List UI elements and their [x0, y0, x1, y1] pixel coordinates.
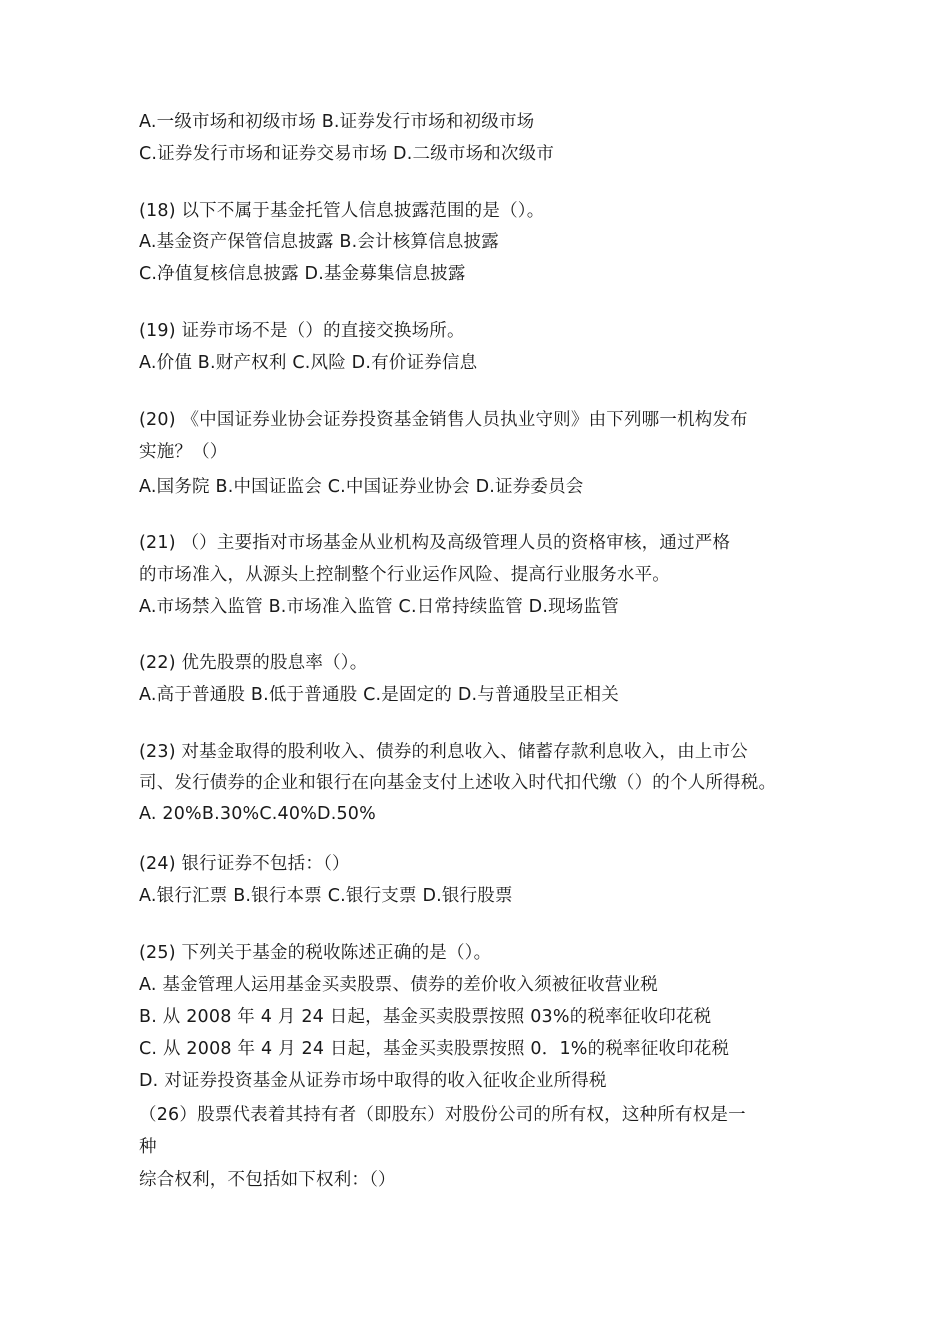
q19-question: (19) 证券市场不是（）的直接交换场所。 — [139, 321, 465, 341]
q22-options: A.高于普通股 B.低于普通股 C.是固定的 D.与普通股呈正相关 — [139, 685, 619, 705]
q23-question-line1: (23) 对基金取得的股利收入、债券的利息收入、储蓄存款利息收入，由上市公 — [139, 742, 748, 762]
q21-question-line1: (21) （）主要指对市场基金从业机构及高级管理人员的资格审核，通过严格 — [139, 533, 731, 553]
q18-options-ab: A.基金资产保管信息披露 B.会计核算信息披露 — [139, 232, 499, 252]
q25-question: (25) 下列关于基金的税收陈述正确的是（）。 — [139, 943, 492, 963]
q23-options: A. 20%B.30%C.40%D.50% — [139, 804, 376, 824]
q21-options: A.市场禁入监管 B.市场准入监管 C.日常持续监管 D.现场监管 — [139, 597, 619, 617]
q26-question-line1: （26）股票代表着其持有者（即股东）对股份公司的所有权，这种所有权是一 — [139, 1105, 746, 1125]
q20-question-line2: 实施？（） — [139, 442, 228, 462]
q25-option-c: C. 从 2008 年 4 月 24 日起，基金买卖股票按照 0．1%的税率征收印花税 — [139, 1039, 730, 1059]
q23-question-line2: 司、发行债券的企业和银行在向基金支付上述收入时代扣代缴（）的个人所得税。 — [139, 773, 777, 793]
q17-options-cd: C.证券发行市场和证券交易市场 D.二级市场和次级市 — [139, 144, 555, 164]
q20-question-line1: (20) 《中国证券业协会证券投资基金销售人员执业守则》由下列哪一机构发布 — [139, 410, 748, 430]
q26-question-line3: 综合权利，不包括如下权利：（） — [139, 1170, 396, 1190]
q20-options: A.国务院 B.中国证监会 C.中国证券业协会 D.证券委员会 — [139, 477, 584, 497]
q17-options-ab: A.一级市场和初级市场 B.证券发行市场和初级市场 — [139, 112, 535, 132]
q19-options: A.价值 B.财产权利 C.风险 D.有价证券信息 — [139, 353, 478, 373]
q26-question-line2: 种 — [139, 1137, 157, 1157]
q25-option-d: D. 对证券投资基金从证券市场中取得的收入征收企业所得税 — [139, 1071, 607, 1091]
q18-question: (18) 以下不属于基金托管人信息披露范围的是（）。 — [139, 201, 545, 221]
q21-question-line2: 的市场准入，从源头上控制整个行业运作风险、提高行业服务水平。 — [139, 565, 670, 585]
q24-question: (24) 银行证券不包括：（） — [139, 854, 350, 874]
q18-options-cd: C.净值复核信息披露 D.基金募集信息披露 — [139, 264, 466, 284]
q25-option-a: A. 基金管理人运用基金买卖股票、债券的差价收入须被征收营业税 — [139, 975, 658, 995]
q25-option-b: B. 从 2008 年 4 月 24 日起，基金买卖股票按照 03%的税率征收印花税 — [139, 1007, 712, 1027]
q22-question: (22) 优先股票的股息率（）。 — [139, 653, 368, 673]
q24-options: A.银行汇票 B.银行本票 C.银行支票 D.银行股票 — [139, 886, 513, 906]
